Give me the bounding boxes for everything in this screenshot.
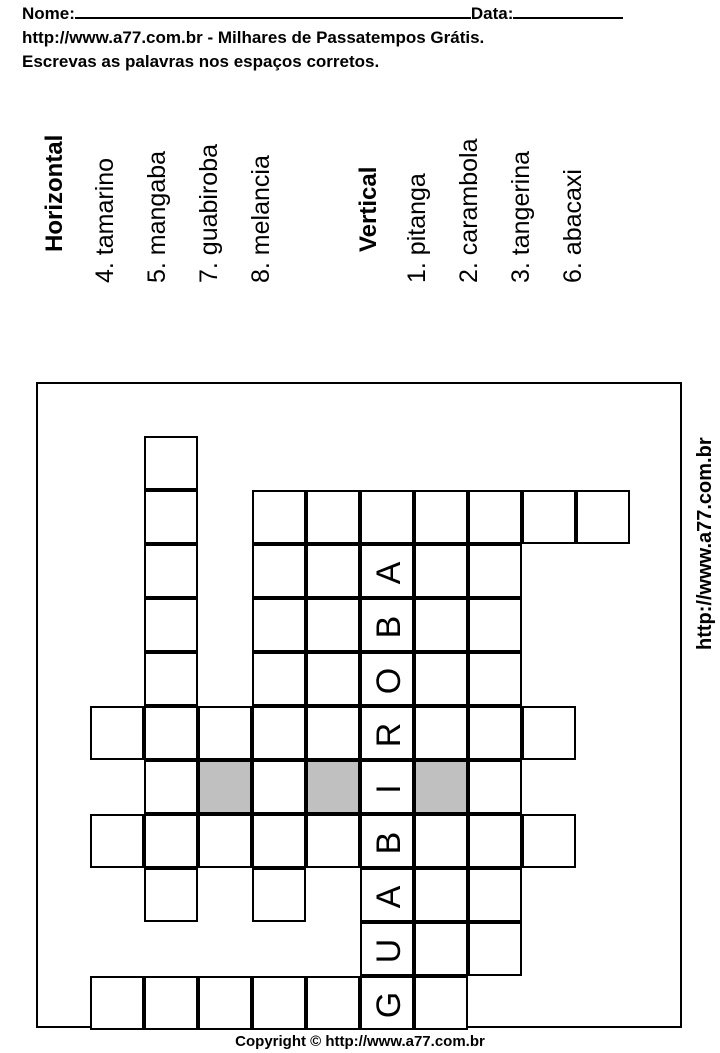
grid-cell[interactable] bbox=[468, 544, 522, 598]
name-blank-line[interactable] bbox=[75, 2, 471, 19]
grid-cell[interactable] bbox=[468, 706, 522, 760]
grid-cell[interactable] bbox=[360, 760, 414, 814]
grid-cell[interactable] bbox=[468, 490, 522, 544]
crossword-frame bbox=[36, 382, 682, 1028]
grid-cell[interactable] bbox=[414, 976, 468, 1030]
horizontal-clue: 8. melancia bbox=[247, 155, 275, 283]
grid-cell[interactable] bbox=[360, 976, 414, 1030]
grid-cell[interactable] bbox=[306, 976, 360, 1030]
grid-cell[interactable] bbox=[360, 598, 414, 652]
answer-letter: B bbox=[369, 831, 408, 855]
grid-cell[interactable] bbox=[252, 490, 306, 544]
answer-letter: R bbox=[369, 722, 408, 748]
grid-cell[interactable] bbox=[468, 598, 522, 652]
grid-cell[interactable] bbox=[360, 868, 414, 922]
grid-cell[interactable] bbox=[360, 544, 414, 598]
answer-letter: U bbox=[369, 938, 408, 964]
grid-cell[interactable] bbox=[468, 652, 522, 706]
grid-cell[interactable] bbox=[360, 490, 414, 544]
grid-cell[interactable] bbox=[306, 706, 360, 760]
grid-cell[interactable] bbox=[252, 652, 306, 706]
horizontal-clue: 4. tamarino bbox=[91, 157, 119, 283]
grid-cell[interactable] bbox=[90, 706, 144, 760]
answer-letter: A bbox=[369, 561, 408, 585]
answer-letter: O bbox=[369, 667, 408, 695]
grid-cell[interactable] bbox=[144, 760, 198, 814]
grid-cell[interactable] bbox=[252, 706, 306, 760]
grid-cell[interactable] bbox=[252, 760, 306, 814]
answer-letter: B bbox=[369, 615, 408, 639]
grid-cell[interactable] bbox=[360, 922, 414, 976]
grid-cell[interactable] bbox=[306, 490, 360, 544]
copyright: Copyright © http://www.a77.com.br bbox=[235, 1033, 485, 1050]
grid-cell[interactable] bbox=[414, 490, 468, 544]
grid-cell[interactable] bbox=[522, 490, 576, 544]
grid-cell[interactable] bbox=[414, 544, 468, 598]
grid-cell[interactable] bbox=[198, 706, 252, 760]
shaded-cell bbox=[306, 760, 360, 814]
grid-cell[interactable] bbox=[306, 544, 360, 598]
grid-cell[interactable] bbox=[522, 814, 576, 868]
grid-cell[interactable] bbox=[144, 814, 198, 868]
grid-cell[interactable] bbox=[306, 814, 360, 868]
grid-cell[interactable] bbox=[144, 544, 198, 598]
grid-cell[interactable] bbox=[468, 868, 522, 922]
vertical-clue: 3. tangerina bbox=[507, 150, 535, 283]
grid-cell[interactable] bbox=[252, 976, 306, 1030]
grid-cell[interactable] bbox=[252, 544, 306, 598]
grid-cell[interactable] bbox=[252, 868, 306, 922]
grid-cell[interactable] bbox=[468, 760, 522, 814]
horizontal-title: Horizontal bbox=[41, 134, 68, 252]
header-name-date-line bbox=[22, 2, 623, 25]
grid-cell[interactable] bbox=[252, 598, 306, 652]
grid-cell[interactable] bbox=[414, 652, 468, 706]
vertical-title: Vertical bbox=[355, 166, 382, 252]
grid-cell[interactable] bbox=[144, 490, 198, 544]
instruction-line: Escrevas as palavras nos espaços corretos. bbox=[22, 52, 380, 71]
answer-letter: A bbox=[369, 885, 408, 909]
grid-cell[interactable] bbox=[360, 814, 414, 868]
horizontal-clue: 5. mangaba bbox=[143, 150, 171, 283]
grid-cell[interactable] bbox=[360, 652, 414, 706]
grid-cell[interactable] bbox=[90, 814, 144, 868]
grid-cell[interactable] bbox=[90, 976, 144, 1030]
grid-cell[interactable] bbox=[144, 436, 198, 490]
answer-letter: G bbox=[369, 991, 408, 1019]
vertical-clue: 2. carambola bbox=[455, 138, 483, 283]
grid-cell[interactable] bbox=[414, 868, 468, 922]
grid-cell[interactable] bbox=[414, 814, 468, 868]
answer-letter: I bbox=[369, 784, 408, 794]
shaded-cell bbox=[414, 760, 468, 814]
side-url: http://www.a77.com.br bbox=[694, 437, 716, 650]
grid-cell[interactable] bbox=[144, 598, 198, 652]
grid-cell[interactable] bbox=[414, 598, 468, 652]
grid-cell[interactable] bbox=[306, 652, 360, 706]
grid-cell[interactable] bbox=[198, 976, 252, 1030]
name-label: Nome: bbox=[22, 4, 75, 23]
grid-cell[interactable] bbox=[306, 598, 360, 652]
date-label: Data: bbox=[470, 4, 514, 23]
shaded-cell bbox=[198, 760, 252, 814]
grid-cell[interactable] bbox=[198, 814, 252, 868]
grid-cell[interactable] bbox=[144, 868, 198, 922]
date-blank-line[interactable] bbox=[513, 2, 623, 19]
grid-cell[interactable] bbox=[468, 814, 522, 868]
vertical-clue: 1. pitanga bbox=[403, 173, 431, 283]
site-line: http://www.a77.com.br - Milhares de Passatempos Grátis. bbox=[22, 28, 485, 47]
grid-cell[interactable] bbox=[252, 814, 306, 868]
grid-cell[interactable] bbox=[144, 652, 198, 706]
grid-cell[interactable] bbox=[522, 706, 576, 760]
grid-cell[interactable] bbox=[144, 706, 198, 760]
vertical-clue: 6. abacaxi bbox=[559, 169, 587, 283]
grid-cell[interactable] bbox=[576, 490, 630, 544]
horizontal-clue: 7. guabiroba bbox=[195, 143, 223, 283]
grid-cell[interactable] bbox=[414, 706, 468, 760]
grid-cell[interactable] bbox=[414, 922, 468, 976]
grid-cell[interactable] bbox=[468, 922, 522, 976]
grid-cell[interactable] bbox=[144, 976, 198, 1030]
grid-cell[interactable] bbox=[360, 706, 414, 760]
